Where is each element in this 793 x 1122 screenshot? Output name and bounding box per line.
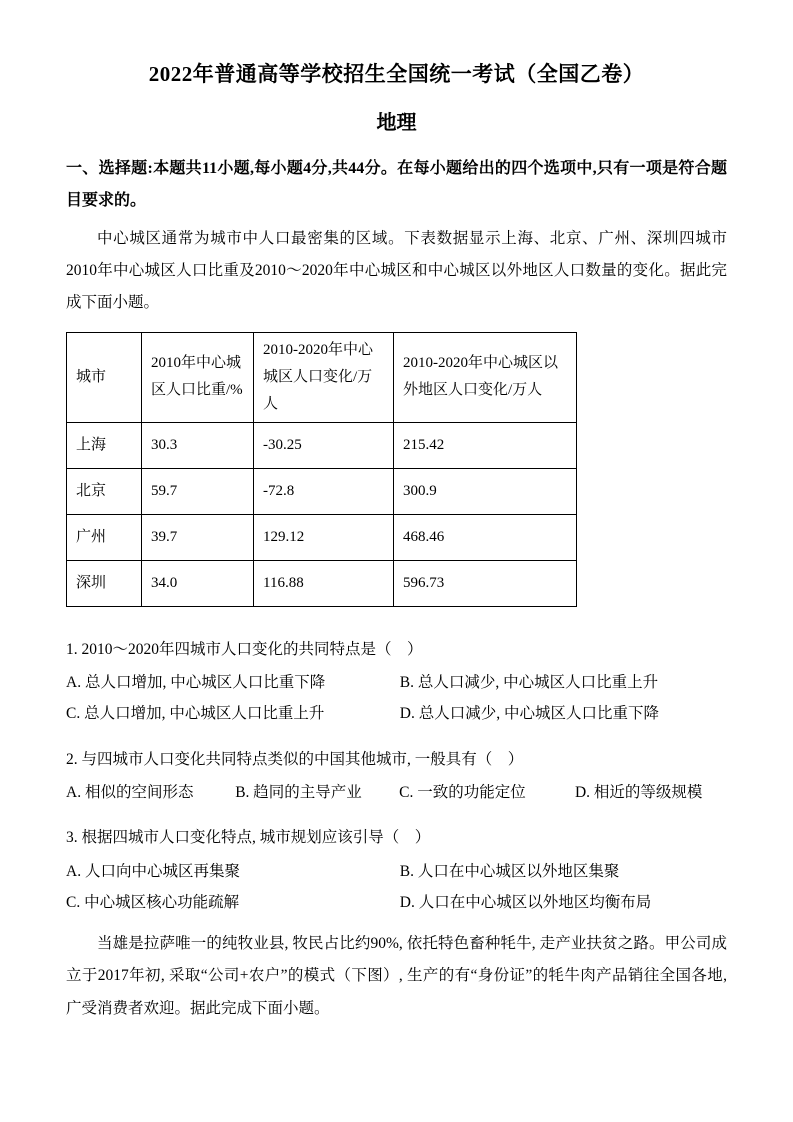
exam-title: 2022年普通高等学校招生全国统一考试（全国乙卷）: [148, 62, 645, 86]
table-header-city: 城市: [67, 332, 142, 422]
option-d: D. 相近的等级规模: [574, 784, 703, 802]
cell-city: 上海: [67, 422, 142, 468]
option-a: A. 人口向中心城区再集聚: [66, 862, 240, 880]
question-2-options: [66, 778, 727, 808]
question-2-stem: 2. 与四城市人口变化共同特点类似的中国其他城市, 一般具有（ ）: [66, 750, 524, 768]
table-row: [67, 468, 577, 514]
population-table-header: [67, 332, 577, 422]
intro-paragraph-1: 中心城区通常为城市中人口最密集的区域。下表数据显示上海、北京、广州、深圳四城市2010年中心城区人口比重及2010～2020年中心城区和中心城区以外地区人口数量的变化。据此完成下面小题。: [66, 230, 727, 312]
cell-center-change: 129.12: [254, 514, 394, 560]
section-heading: 一、选择题:本题共11小题,每小题4分,共44分。在每小题给出的四个选项中,只有一项是符合题目要求的。: [66, 160, 727, 209]
cell-city: 深圳: [67, 560, 142, 606]
population-table: [66, 332, 577, 607]
cell-outside-change: 215.42: [394, 422, 577, 468]
cell-outside-change: 468.46: [394, 514, 577, 560]
cell-ratio: 59.7: [142, 468, 254, 514]
table-row: [67, 422, 577, 468]
table-header-row: [67, 332, 577, 422]
option-c: C. 总人口增加, 中心城区人口比重上升: [66, 705, 325, 723]
cell-ratio: 34.0: [142, 560, 254, 606]
option-d: D. 总人口减少, 中心城区人口比重下降: [399, 705, 659, 723]
option-c: C. 一致的功能定位: [399, 784, 526, 802]
table-header-center-change: 2010-2020年中心城区人口变化/万人: [254, 332, 394, 422]
table-row: [67, 560, 577, 606]
option-a: A. 总人口增加, 中心城区人口比重下降: [66, 674, 326, 692]
question-3-options: [66, 857, 727, 918]
exam-subject: 地理: [376, 112, 417, 134]
table-header-outside-change: 2010-2020年中心城区以外地区人口变化/万人: [394, 332, 577, 422]
question-3-stem: 3. 根据四城市人口变化特点, 城市规划应该引导（ ）: [66, 829, 431, 847]
cell-center-change: 116.88: [254, 560, 394, 606]
cell-ratio: 39.7: [142, 514, 254, 560]
question-1: [66, 635, 727, 730]
option-b: B. 趋同的主导产业: [235, 784, 362, 802]
option-b: B. 总人口减少, 中心城区人口比重上升: [399, 674, 659, 692]
option-a: A. 相似的空间形态: [66, 784, 194, 802]
cell-city: 广州: [67, 514, 142, 560]
cell-center-change: -30.25: [254, 422, 394, 468]
cell-outside-change: 300.9: [394, 468, 577, 514]
question-1-stem: 1. 2010～2020年四城市人口变化的共同特点是（ ）: [66, 640, 423, 658]
cell-city: 北京: [67, 468, 142, 514]
population-table-body: [67, 422, 577, 606]
question-1-options: [66, 668, 727, 729]
option-b: B. 人口在中心城区以外地区集聚: [399, 862, 620, 880]
question-3: [66, 823, 727, 918]
option-d: D. 人口在中心城区以外地区均衡布局: [399, 893, 652, 911]
table-header-ratio-2010: 2010年中心城区人口比重/%: [142, 332, 254, 422]
question-2: [66, 745, 727, 809]
option-c: C. 中心城区核心功能疏解: [66, 893, 240, 911]
cell-outside-change: 596.73: [394, 560, 577, 606]
cell-ratio: 30.3: [142, 422, 254, 468]
table-row: [67, 514, 577, 560]
cell-center-change: -72.8: [254, 468, 394, 514]
intro-paragraph-2: 当雄是拉萨唯一的纯牧业县, 牧民占比约90%, 依托特色畜种牦牛, 走产业扶贫之路。甲公司成立于2017年初, 采取“公司+农户”的模式（下图）, 生产的有“身份证”的牦牛肉产品销往全国各地, 广受消费者欢迎。据此完成下面小题。: [66, 935, 727, 1017]
